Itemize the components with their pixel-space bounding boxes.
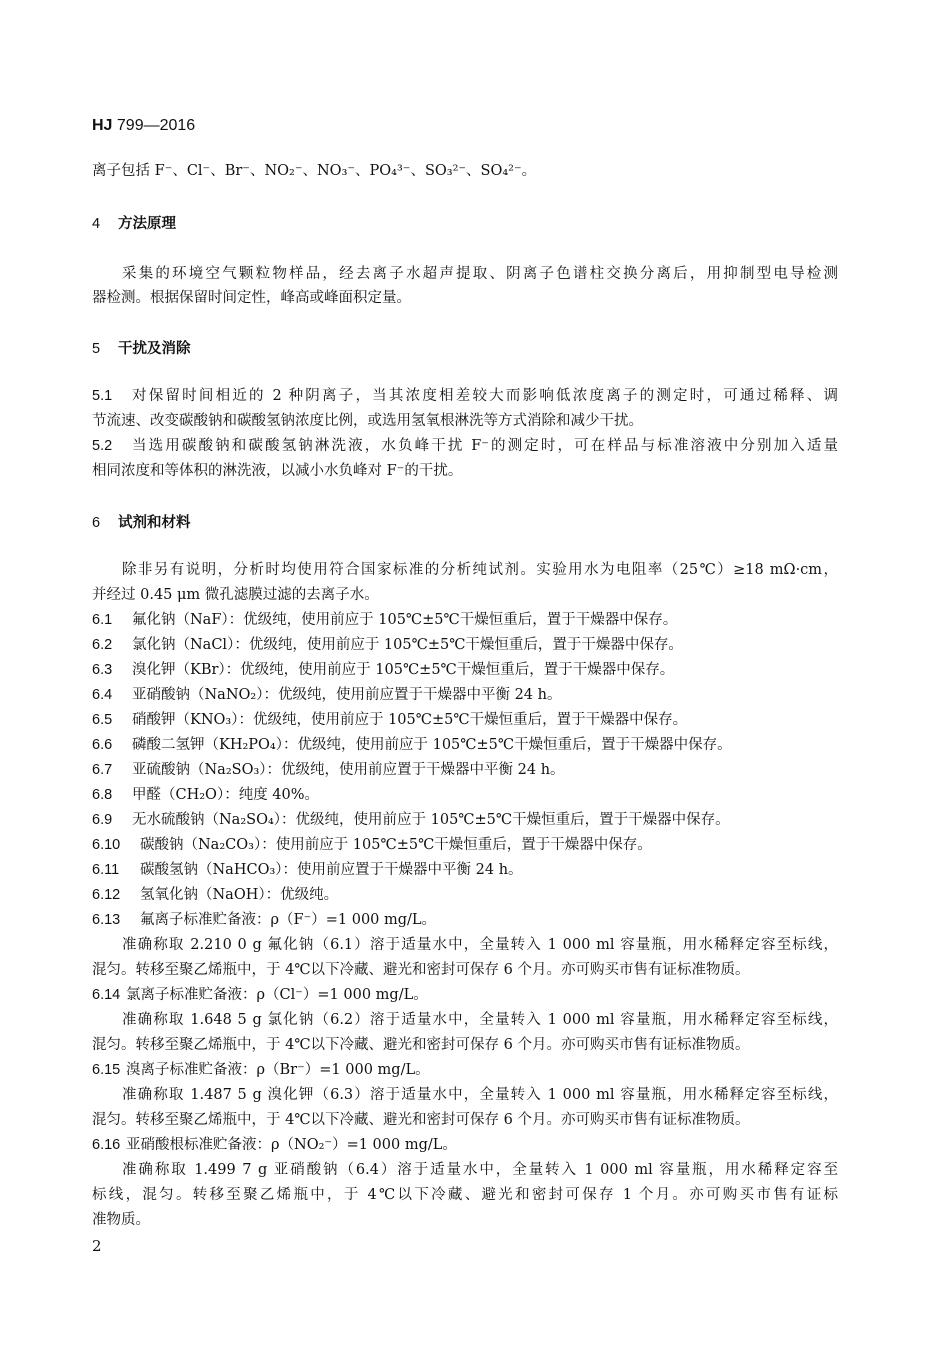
section-4-heading xyxy=(92,212,176,233)
reagent-item-number: 6.6 xyxy=(92,737,113,753)
reagent-item xyxy=(92,858,838,883)
reagent-item-number: 6.2 xyxy=(92,637,113,653)
item-6-16 xyxy=(92,1133,838,1158)
reagent-item-text: 溴化钾（KBr）：优级纯，使用前应于 105℃±5℃干燥恒重后，置于干燥器中保存。 xyxy=(132,662,675,678)
reagent-item-text: 氯化钠（NaCl）：优级纯，使用前应于 105℃±5℃干燥恒重后，置于干燥器中保存。 xyxy=(132,637,683,653)
reagent-item-text: 甲醛（CH₂O）：纯度 40%。 xyxy=(132,787,320,803)
reagent-item-text: 亚硫酸钠（Na₂SO₃）：优级纯，使用前应置于干燥器中平衡 24 h。 xyxy=(132,762,565,778)
reagent-item-number: 6.10 xyxy=(92,837,121,853)
item-5-1-line1: 对保留时间相近的 2 种阴离子，当其浓度相差较大而影响低浓度离子的测定时，可通过稀释、调 xyxy=(132,388,838,404)
intro-line: 离子包括 F⁻、Cl⁻、Br⁻、NO₂⁻、NO₃⁻、PO₄³⁻、SO₃²⁻、SO₄²⁻。 xyxy=(92,163,537,179)
item-6-14-text: 氯离子标准贮备液：ρ（Cl⁻）=1 000 mg/L。 xyxy=(126,987,428,1003)
item-6-14-number: 6.14 xyxy=(92,987,121,1003)
s4-paragraph-line2: 器检测。根据保留时间定性，峰高或峰面积定量。 xyxy=(92,290,411,306)
item-5-2 xyxy=(92,434,838,459)
p615-line2: 混匀。转移至聚乙烯瓶中，于 4℃以下冷藏、避光和密封可保存 6 个月。亦可购买市售有证标准物质。 xyxy=(92,1112,750,1128)
reagent-item-number: 6.4 xyxy=(92,687,113,703)
reagent-item-number: 6.13 xyxy=(92,912,121,928)
section-6-title: 试剂和材料 xyxy=(118,515,191,531)
section-5-heading xyxy=(92,337,191,358)
reagent-item-number: 6.1 xyxy=(92,612,113,628)
reagent-item-text: 氢氧化钠（NaOH）：优级纯。 xyxy=(140,887,339,903)
item-6-15-number: 6.15 xyxy=(92,1062,121,1078)
section-5-title: 干扰及消除 xyxy=(118,341,191,357)
page-number: 2 xyxy=(92,1237,102,1255)
reagent-item xyxy=(92,883,838,908)
reagent-item xyxy=(92,683,838,708)
header-code: HJ xyxy=(92,117,113,134)
reagent-item xyxy=(92,608,838,633)
reagent-item xyxy=(92,633,838,658)
reagent-item xyxy=(92,833,838,858)
reagent-item-text: 硝酸钾（KNO₃）：优级纯，使用前应于 105℃±5℃干燥恒重后，置于干燥器中保存。 xyxy=(132,712,688,728)
item-5-1 xyxy=(92,384,838,409)
p614-line1: 准确称取 1.648 5 g 氯化钠（6.2）溶于适量水中，全量转入 1 000 ml 容量瓶，用水稀释定容至标线， xyxy=(122,1012,838,1028)
p613-line2: 混匀。转移至聚乙烯瓶中，于 4℃以下冷藏、避光和密封可保存 6 个月。亦可购买市售有证标准物质。 xyxy=(92,962,750,978)
item-6-15 xyxy=(92,1058,838,1083)
item-6-16-text: 亚硝酸根标准贮备液：ρ（NO₂⁻）=1 000 mg/L。 xyxy=(126,1137,457,1153)
section-4-title: 方法原理 xyxy=(118,216,176,232)
item-5-1-number: 5.1 xyxy=(92,388,113,404)
section-6-heading xyxy=(92,511,191,532)
p613-line1: 准确称取 2.210 0 g 氟化钠（6.1）溶于适量水中，全量转入 1 000 ml 容量瓶，用水稀释定容至标线， xyxy=(122,937,838,953)
reagent-item-number: 6.11 xyxy=(92,862,120,878)
section-5-number: 5 xyxy=(92,341,101,357)
p616-line2: 标线，混匀。转移至聚乙烯瓶中，于 4℃以下冷藏、避光和密封可保存 1 个月。亦可购买市售有证标 xyxy=(92,1187,838,1203)
reagent-item xyxy=(92,808,838,833)
header-number: 799—2016 xyxy=(112,117,196,134)
reagent-item-text: 氟化钠（NaF）：优级纯，使用前应于 105℃±5℃干燥恒重后，置于干燥器中保存。 xyxy=(132,612,678,628)
reagent-item-text: 磷酸二氢钾（KH₂PO₄）：优级纯，使用前应于 105℃±5℃干燥恒重后，置于干燥器中保存。 xyxy=(132,737,732,753)
reagent-item-number: 6.7 xyxy=(92,762,113,778)
reagent-item-text: 氟离子标准贮备液：ρ（F⁻）=1 000 mg/L。 xyxy=(140,912,437,928)
p616-line3: 准物质。 xyxy=(92,1212,150,1228)
reagent-item-number: 6.3 xyxy=(92,662,113,678)
item-5-2-number: 5.2 xyxy=(92,438,113,454)
reagent-item-number: 6.5 xyxy=(92,712,113,728)
section-6-number: 6 xyxy=(92,515,101,531)
reagent-item xyxy=(92,783,838,808)
reagent-item-text: 亚硝酸钠（NaNO₂）：优级纯，使用前应置于干燥器中平衡 24 h。 xyxy=(132,687,562,703)
reagent-item xyxy=(92,733,838,758)
item-5-1-line2: 节流速、改变碳酸钠和碳酸氢钠浓度比例，或选用氢氧根淋洗等方式消除和减少干扰。 xyxy=(92,413,643,429)
p614-line2: 混匀。转移至聚乙烯瓶中，于 4℃以下冷藏、避光和密封可保存 6 个月。亦可购买市售有证标准物质。 xyxy=(92,1037,750,1053)
reagent-item-number: 6.9 xyxy=(92,812,113,828)
item-6-15-text: 溴离子标准贮备液：ρ（Br⁻）=1 000 mg/L。 xyxy=(126,1062,430,1078)
reagent-item xyxy=(92,658,838,683)
item-6-14 xyxy=(92,983,838,1008)
reagent-item-text: 碳酸氢钠（NaHCO₃）：使用前应置于干燥器中平衡 24 h。 xyxy=(140,862,523,878)
standard-header xyxy=(92,117,195,135)
s6-paragraph-line2: 并经过 0.45 μm 微孔滤膜过滤的去离子水。 xyxy=(92,587,379,603)
section-4-number: 4 xyxy=(92,216,101,232)
s4-paragraph-line1: 采集的环境空气颗粒物样品，经去离子水超声提取、阴离子色谱柱交换分离后，用抑制型电导检测 xyxy=(122,266,838,282)
reagent-item-number: 6.8 xyxy=(92,787,113,803)
s6-paragraph-line1: 除非另有说明，分析时均使用符合国家标准的分析纯试剂。实验用水为电阻率（25℃）≥18 mΩ·cm， xyxy=(122,562,838,578)
reagent-item xyxy=(92,908,838,933)
reagent-item xyxy=(92,758,838,783)
reagent-item-text: 碳酸钠（Na₂CO₃）：使用前应于 105℃±5℃干燥恒重后，置于干燥器中保存。 xyxy=(140,837,652,853)
p615-line1: 准确称取 1.487 5 g 溴化钾（6.3）溶于适量水中，全量转入 1 000 ml 容量瓶，用水稀释定容至标线， xyxy=(122,1087,838,1103)
reagent-item xyxy=(92,708,838,733)
item-5-2-line2: 相同浓度和等体积的淋洗液，以减小水负峰对 F⁻的干扰。 xyxy=(92,463,463,479)
item-6-16-number: 6.16 xyxy=(92,1137,121,1153)
item-5-2-line1: 当选用碳酸钠和碳酸氢钠淋洗液，水负峰干扰 F⁻的测定时，可在样品与标准溶液中分别加入适量 xyxy=(132,438,838,454)
reagent-item-text: 无水硫酸钠（Na₂SO₄）：优级纯，使用前应于 105℃±5℃干燥恒重后，置于干燥器中保存。 xyxy=(132,812,730,828)
p616-line1: 准确称取 1.499 7 g 亚硝酸钠（6.4）溶于适量水中，全量转入 1 000 ml 容量瓶，用水稀释定容至 xyxy=(122,1162,838,1178)
reagent-item-number: 6.12 xyxy=(92,887,121,903)
